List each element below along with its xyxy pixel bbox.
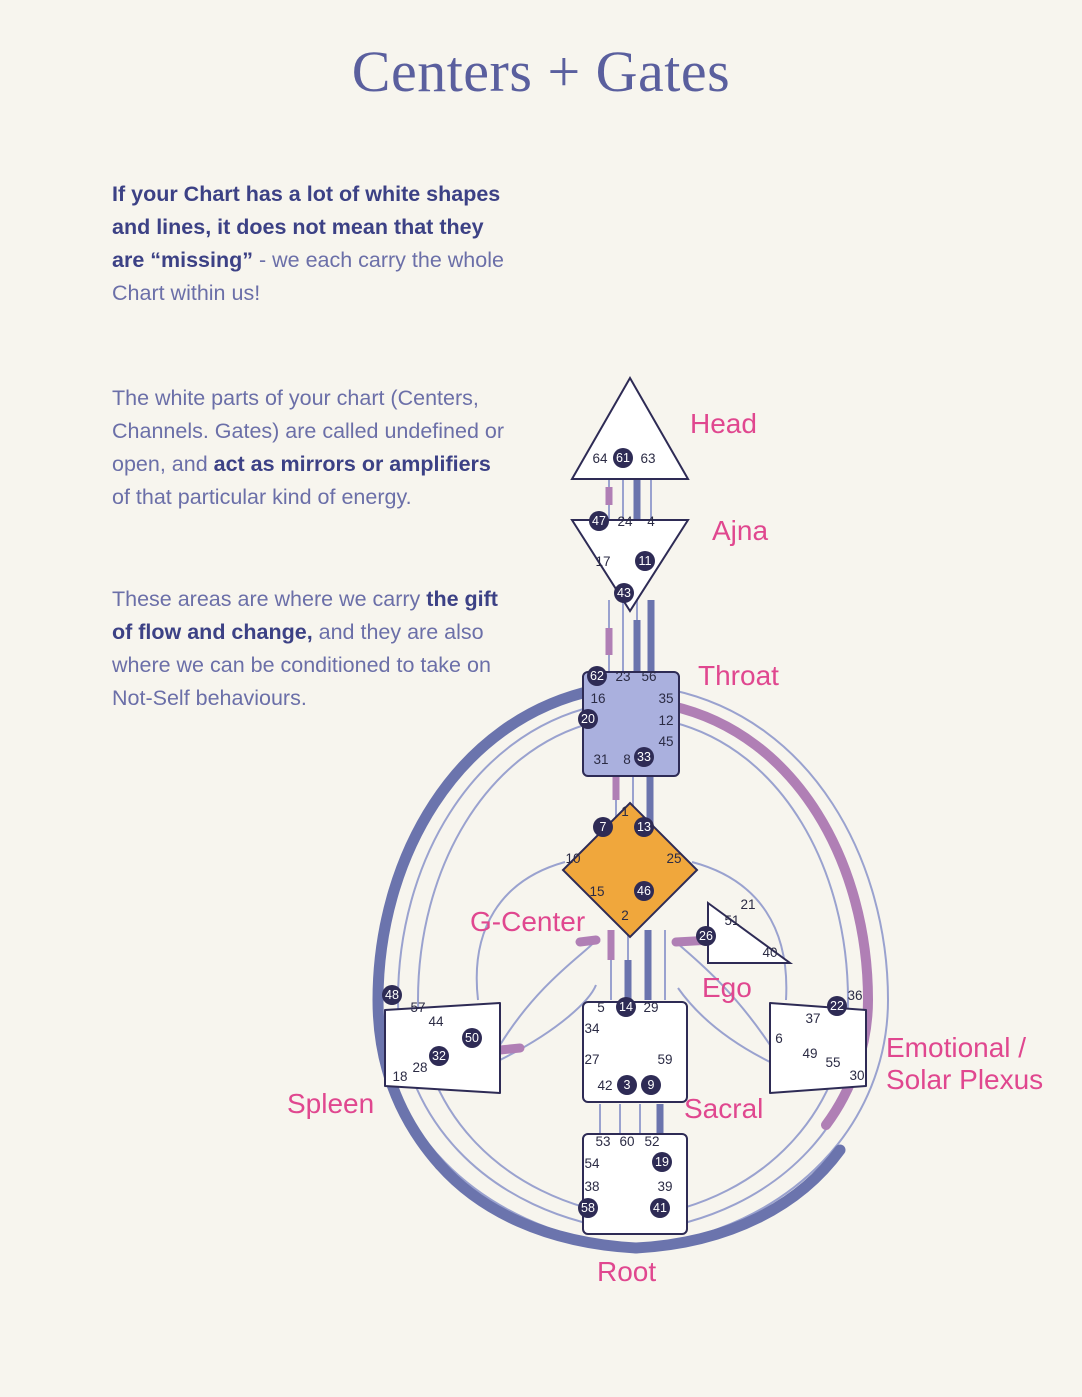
gate-63[interactable]: 63 — [640, 451, 656, 466]
gate-51[interactable]: 51 — [724, 913, 740, 928]
gate-37[interactable]: 37 — [805, 1011, 821, 1026]
gate-6[interactable]: 6 — [775, 1031, 783, 1046]
gate-35[interactable]: 35 — [658, 691, 674, 706]
gate-60[interactable]: 60 — [619, 1134, 635, 1149]
gate-8[interactable]: 8 — [623, 752, 631, 767]
gate-46[interactable]: 46 — [634, 881, 654, 901]
gate-62[interactable]: 62 — [587, 666, 607, 686]
paragraph-run: The white parts of your chart (Centers, Channels. Gates) are called undefined or open, and — [112, 386, 505, 476]
gate-38[interactable]: 38 — [584, 1179, 600, 1194]
gate-19[interactable]: 19 — [652, 1152, 672, 1172]
gate-13[interactable]: 13 — [634, 817, 654, 837]
gate-58[interactable]: 58 — [578, 1198, 598, 1218]
page-title: Centers + Gates — [351, 39, 731, 104]
gate-61[interactable]: 61 — [613, 448, 633, 468]
gate-34[interactable]: 34 — [584, 1021, 600, 1036]
gate-44[interactable]: 44 — [428, 1014, 444, 1029]
gate-9[interactable]: 9 — [641, 1075, 661, 1095]
gate-22[interactable]: 22 — [827, 996, 847, 1016]
gate-33[interactable]: 33 — [634, 747, 654, 767]
center-label-ajna: Ajna — [712, 515, 769, 546]
paragraph-run: These areas are where we carry — [112, 587, 427, 611]
gate-59[interactable]: 59 — [657, 1052, 673, 1067]
gate-14[interactable]: 14 — [616, 997, 636, 1017]
gate-21[interactable]: 21 — [740, 897, 756, 912]
center-label-throat: Throat — [698, 660, 779, 691]
gate-57[interactable]: 57 — [410, 1000, 426, 1015]
gate-17[interactable]: 17 — [595, 554, 611, 569]
gate-30[interactable]: 30 — [849, 1068, 865, 1083]
paragraph-run: the gift of flow and change, — [112, 587, 498, 644]
gate-5[interactable]: 5 — [597, 1000, 605, 1015]
gate-15[interactable]: 15 — [589, 884, 605, 899]
gate-28[interactable]: 28 — [412, 1060, 428, 1075]
gate-18[interactable]: 18 — [392, 1069, 408, 1084]
gate-50[interactable]: 50 — [462, 1028, 482, 1048]
center-label-emotional: Emotional / Solar Plexus — [886, 1032, 1044, 1095]
gate-56[interactable]: 56 — [641, 669, 657, 684]
paragraph-run: and they are also where we can be conditioned to take on Not-Self behaviours. — [112, 620, 491, 710]
gate-41[interactable]: 41 — [650, 1198, 670, 1218]
gate-27[interactable]: 27 — [584, 1052, 600, 1067]
center-label-g-center: G-Center — [470, 906, 586, 937]
gate-32[interactable]: 32 — [429, 1046, 449, 1066]
gate-39[interactable]: 39 — [657, 1179, 673, 1194]
gate-36[interactable]: 36 — [847, 988, 863, 1003]
center-label-spleen: Spleen — [287, 1088, 375, 1119]
gate-11[interactable]: 11 — [635, 551, 655, 571]
gate-48[interactable]: 48 — [382, 985, 402, 1005]
gate-4[interactable]: 4 — [647, 514, 655, 529]
gate-45[interactable]: 45 — [658, 734, 674, 749]
gate-42[interactable]: 42 — [597, 1078, 613, 1093]
gate-55[interactable]: 55 — [825, 1055, 841, 1070]
gate-54[interactable]: 54 — [584, 1156, 600, 1171]
paragraph-run: If your Chart has a lot of white shapes and lines, it does not mean that they are “missing” — [112, 182, 501, 272]
gate-3[interactable]: 3 — [617, 1075, 637, 1095]
gate-20[interactable]: 20 — [578, 709, 598, 729]
paragraph-run: - we each carry the whole Chart within us! — [112, 248, 504, 305]
gate-43[interactable]: 43 — [614, 583, 634, 603]
center-label-ego: Ego — [702, 972, 752, 1003]
center-label-root: Root — [597, 1256, 657, 1287]
paragraph-run: of that particular kind of energy. — [112, 485, 412, 509]
center-label-head: Head — [690, 408, 757, 439]
gate-2[interactable]: 2 — [621, 908, 629, 923]
gate-64[interactable]: 64 — [592, 451, 608, 466]
gate-52[interactable]: 52 — [644, 1134, 660, 1149]
gate-24[interactable]: 24 — [617, 514, 633, 529]
gate-49[interactable]: 49 — [802, 1046, 818, 1061]
gate-47[interactable]: 47 — [589, 511, 609, 531]
gate-25[interactable]: 25 — [666, 851, 682, 866]
gate-53[interactable]: 53 — [595, 1134, 611, 1149]
gate-26[interactable]: 26 — [696, 926, 716, 946]
gate-1[interactable]: 1 — [621, 804, 629, 819]
gate-29[interactable]: 29 — [643, 1000, 659, 1015]
gate-16[interactable]: 16 — [590, 691, 606, 706]
gate-7[interactable]: 7 — [593, 817, 613, 837]
center-label-sacral: Sacral — [684, 1093, 764, 1124]
gate-23[interactable]: 23 — [615, 669, 631, 684]
gate-40[interactable]: 40 — [762, 945, 778, 960]
gate-12[interactable]: 12 — [658, 713, 674, 728]
gate-10[interactable]: 10 — [565, 851, 581, 866]
gate-31[interactable]: 31 — [593, 752, 609, 767]
paragraph-run: act as mirrors or amplifiers — [213, 452, 491, 476]
